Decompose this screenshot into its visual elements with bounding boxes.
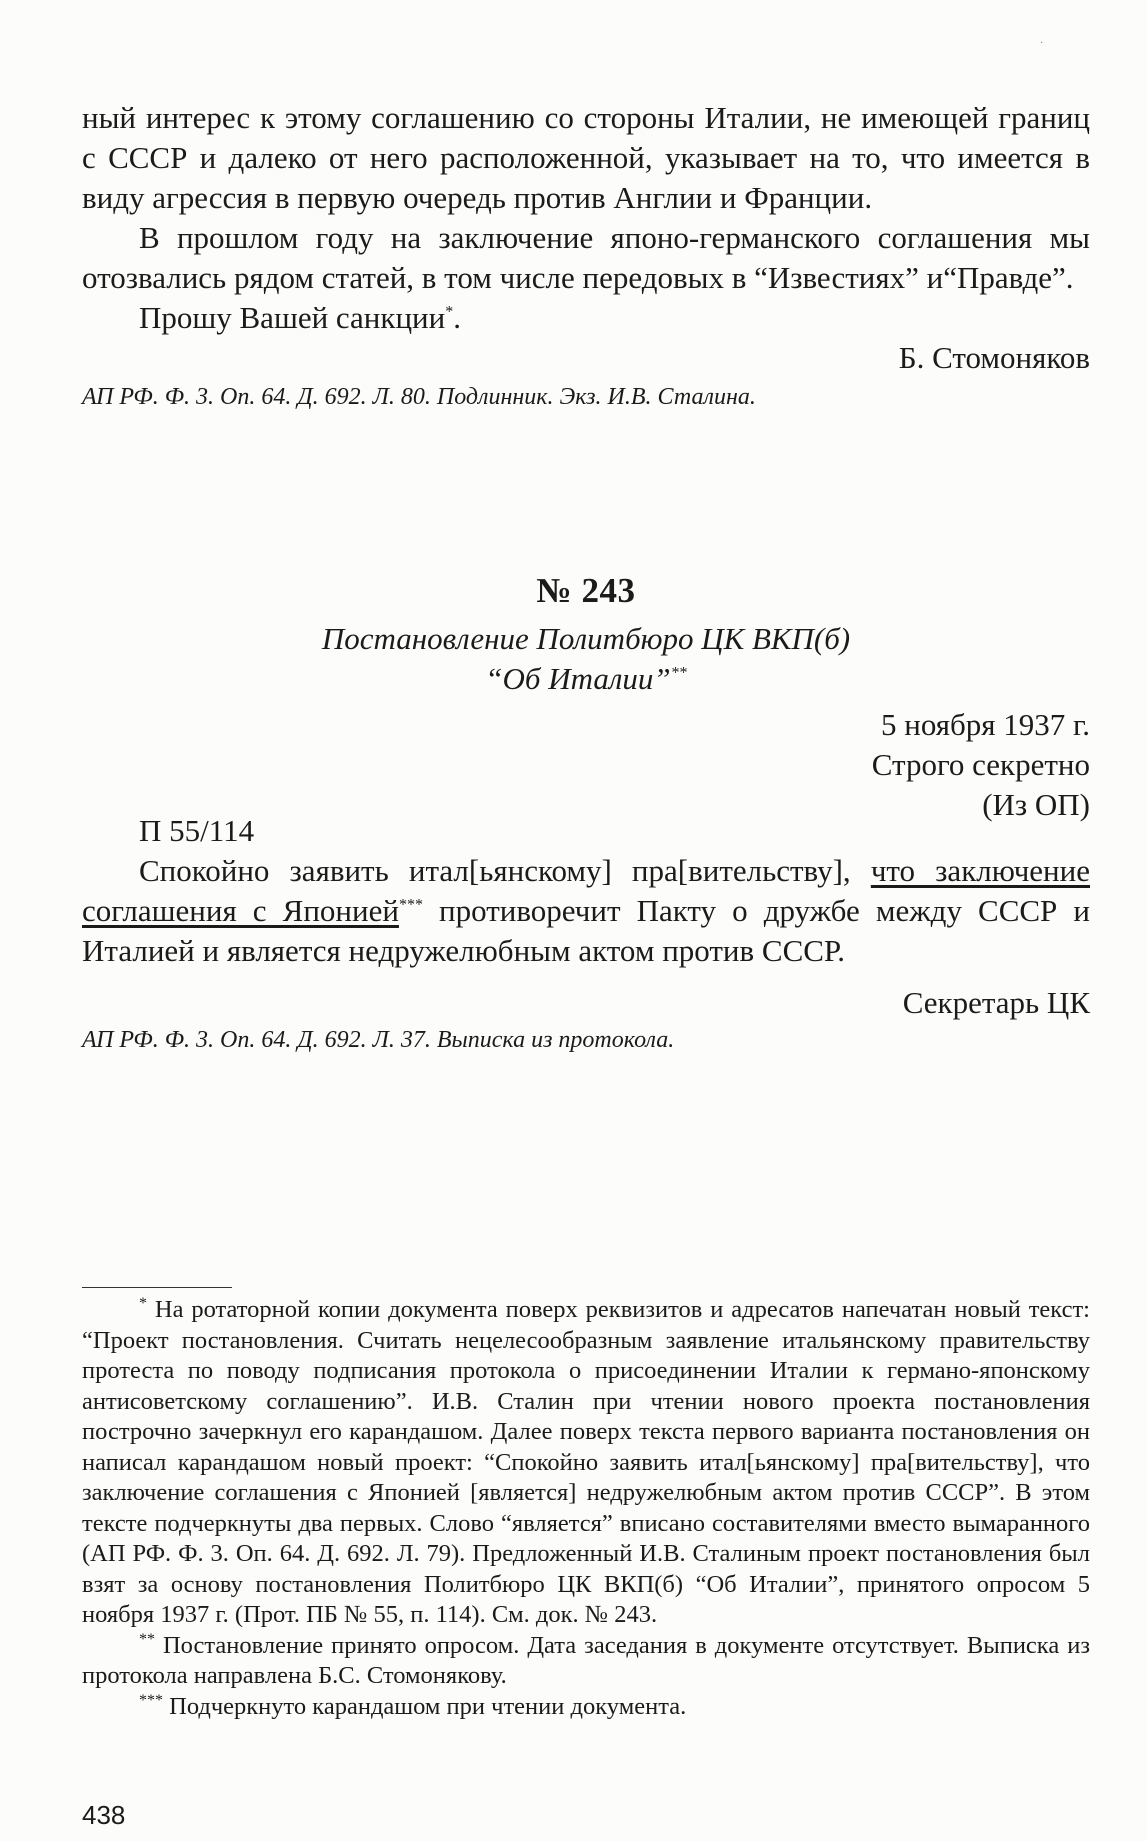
footnote-2	[82, 1631, 1090, 1692]
footnote-2-text: Постановление принято опросом. Дата заседания в документе отсутствует. Выписка из протокола направлена Б.С. Стомонякову.	[82, 1631, 1090, 1689]
footnote-1-text: На ротаторной копии документа поверх реквизитов и адресатов напечатан новый текст: “Проект постановления. Считать нецелесообразным заявление итальянскому правительству протеста по поводу подписания протокола о присоединении Италии к германо-японскому антисоветскому соглашению”. И.В. Сталин при чтении нового проекта постановления построчно зачеркнул его карандашом. Далее поверх текста первого варианта постановления он написал карандашом новый проект: “Спокойно заявить итал[ьянскому] пра[вительству], что заключение соглашения с Японией [является] недружелюбным актом против СССР”. В этом тексте подчеркнуты два первых. Слово “является” вписано составителями вместо вымаранного (АП РФ. Ф. 3. Оп. 64. Д. 692. Л. 79). Предложенный И.В. Сталиным проект постановления был взят за основу постановления Политбюро ЦК ВКП(б) “Об Италии”, принятого опросом 5 ноября 1937 г. (Прот. ПБ № 55, п. 114). См. док. № 243.	[82, 1296, 1090, 1628]
document-title-line-1: Постановление Политбюро ЦК ВКП(б)	[321, 621, 851, 656]
op-note: (Из ОП)	[982, 787, 1090, 822]
resolution-underlined-text: что заключение соглашения с Японией	[82, 853, 1090, 928]
secrecy-stamp: Строго секретно	[871, 747, 1090, 782]
intro-paragraph-2: В прошлом году на заключение японо-германского соглашения мы отозвались рядом статей, в том числе передовых в “Известиях” и“Правде”.	[82, 220, 1090, 295]
sanction-request: Прошу Вашей санкции	[139, 300, 446, 335]
sanction-request-end: .	[453, 300, 461, 335]
intro-paragraph-3	[82, 298, 1090, 338]
intro-paragraph-1: ный интерес к этому соглашению со стороны Италии, не имеющей границ с СССР и далеко от него расположенной, указывает на то, что имеется в виду агрессия в первую очередь против Англии и Франции.	[82, 100, 1090, 215]
document-title-line-2	[82, 659, 1090, 699]
document-archive-source: АП РФ. Ф. 3. Оп. 64. Д. 692. Л. 37. Выписка из протокола.	[82, 1027, 675, 1053]
document-number: № 243	[536, 571, 636, 610]
footnotes	[82, 1295, 1090, 1722]
resolution-body	[82, 851, 1090, 971]
resolution-text-end: противоречит Пакту о дружбе между СССР и Италией и является недружелюбным актом против СССР.	[82, 893, 1090, 968]
document-243	[82, 569, 1090, 1055]
document-date: 5 ноября 1937 г.	[880, 707, 1090, 742]
footnote-3	[82, 1692, 1090, 1723]
previous-document-ending	[82, 98, 1090, 412]
footnote-3-text: Подчеркнуто карандашом при чтении документа.	[163, 1692, 687, 1720]
secretary-signature: Секретарь ЦК	[902, 985, 1090, 1020]
resolution-text-start: Спокойно заявить итал[ьянскому] пра[вительству],	[139, 853, 871, 888]
page-number: 438	[82, 1800, 126, 1830]
footnote-2-mark: **	[139, 1630, 155, 1648]
footnote-1-mark: *	[139, 1294, 147, 1312]
document-title-text: “Об Италии”	[485, 661, 671, 696]
corner-mark: ·	[1040, 38, 1044, 49]
footnote-ref-1: *	[445, 303, 454, 321]
stomonyakov-signature: Б. Стомоняков	[898, 340, 1090, 375]
intro-archive-source: АП РФ. Ф. 3. Оп. 64. Д. 692. Л. 80. Подлинник. Экз. И.В. Сталина.	[82, 384, 756, 410]
footnote-ref-3: ***	[398, 896, 423, 914]
footnote-1	[82, 1295, 1090, 1631]
protocol-number: П 55/114	[139, 813, 255, 848]
footnote-3-mark: ***	[139, 1691, 163, 1709]
footnote-ref-2: **	[670, 664, 687, 682]
footnote-divider	[82, 1287, 232, 1288]
